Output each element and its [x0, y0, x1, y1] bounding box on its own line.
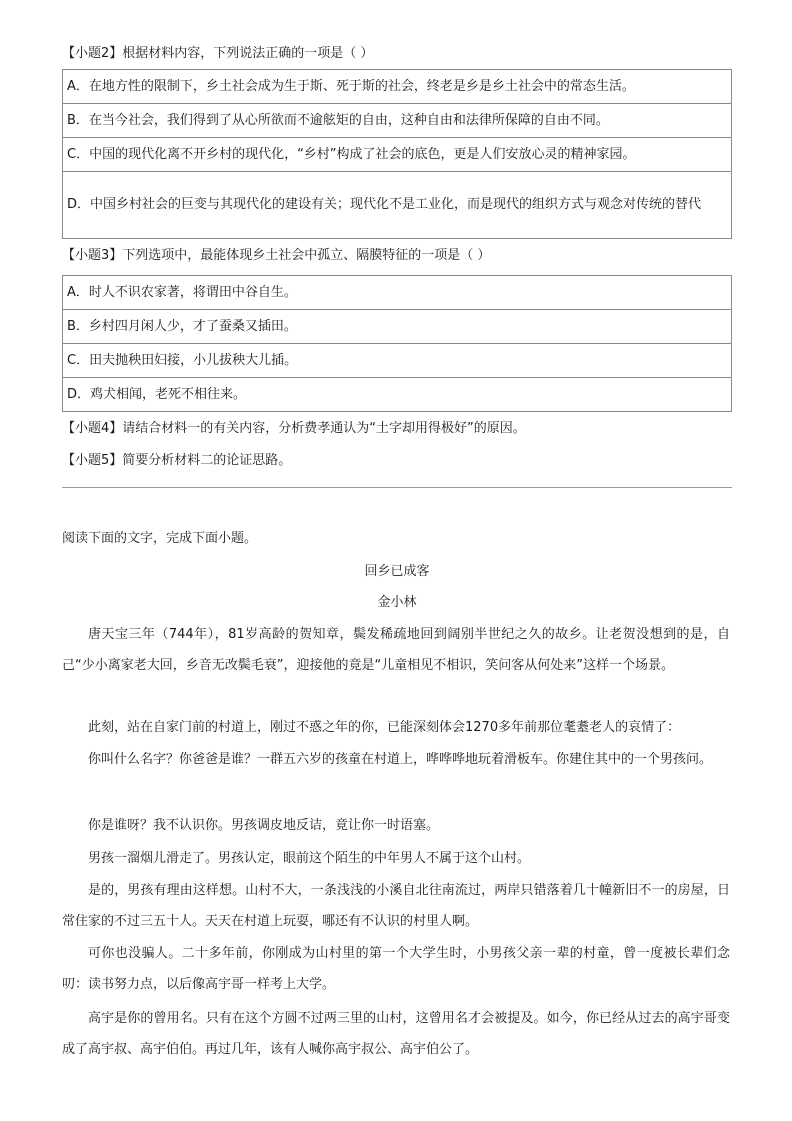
- question-5: 【小题5】简要分析材料二的论证思路。: [62, 453, 292, 468]
- article-paragraph: 高宇是你的曾用名。只有在这个方圆不过两三里的山村，这曾用名才会被提及。如今，你已经从过去的高宇哥变成了高宇叔、高宇伯伯。再过几年，该有人喊你高宇叔公、高宇伯公了。: [62, 1011, 730, 1057]
- q3-option-d: D．鸡犬相闻，老死不相往来。: [63, 378, 732, 412]
- reading-instruction: 阅读下面的文字，完成下面小题。: [62, 531, 258, 546]
- section-divider: [62, 487, 732, 488]
- article-author: 金小林: [377, 595, 417, 610]
- question-2-options: [62, 69, 732, 239]
- article-paragraph: 你是谁呀？我不认识你。男孩调皮地反诘，竟让你一时语塞。: [88, 818, 440, 833]
- q3-option-b: B．乡村四月闲人少，才了蚕桑又插田。: [63, 310, 732, 344]
- article-paragraph: 你叫什么名字？你爸爸是谁？一群五六岁的孩童在村道上，哗哗哗地玩着滑板车。你建住其中的一个男孩问。: [88, 752, 713, 767]
- q2-option-b: B．在当今社会，我们得到了从心所欲而不逾舷矩的自由，这种自由和法律所保障的自由不同。: [63, 104, 732, 138]
- q2-option-a: A．在地方性的限制下，乡土社会成为生于斯、死于斯的社会，终老是乡是乡土社会中的常态生活。: [63, 70, 732, 104]
- q2-option-c: C．中国的现代化离不开乡村的现代化，“乡村”构成了社会的底色，更是人们安放心灵的精神家园。: [63, 138, 732, 172]
- question-3-options: [62, 275, 732, 412]
- article-title: 回乡已成客: [364, 564, 430, 579]
- question-2-heading: 【小题2】根据材料内容，下列说法正确的一项是（ ）: [62, 46, 374, 61]
- article-paragraph: 男孩一溜烟儿滑走了。男孩认定，眼前这个陌生的中年男人不属于这个山村。: [88, 851, 531, 866]
- question-4: 【小题4】请结合材料一的有关内容，分析费孝通认为“土字却用得极好”的原因。: [62, 421, 526, 436]
- q2-option-d: D．中国乡村社会的巨变与其现代化的建设有关；现代化不是工业化，而是现代的组织方式与观念对传统的替代: [63, 172, 732, 239]
- q3-option-c: C．田夫抛秧田妇接，小儿拔秧大儿插。: [63, 344, 732, 378]
- question-3-heading: 【小题3】下列选项中，最能体现乡土社会中孤立、隔膜特征的一项是（ ）: [62, 248, 491, 263]
- q3-option-a: A．时人不识农家著，将谓田中谷自生。: [63, 276, 732, 310]
- article-paragraph: 是的，男孩有理由这样想。山村不大，一条浅浅的小溪自北往南流过，两岸只错落着几十幢新旧不一的房屋，日常住家的不过三五十人。天天在村道上玩耍，哪还有不认识的村里人啊。: [62, 883, 730, 929]
- article-paragraph: 唐天宝三年（744年），81岁高龄的贺知章，鬓发稀疏地回到阔别半世纪之久的故乡。让老贺没想到的是，自己“少小离家老大回，乡音无改鬓毛衰”，迎接他的竟是“儿童相见不相识，笑问客从何处来”这样一个场景。: [62, 627, 730, 673]
- article-paragraph: 此刻，站在自家门前的村道上，刚过不惑之年的你，已能深刻体会1270多年前那位耄耋老人的哀情了：: [88, 720, 681, 735]
- article-paragraph: 可你也没骗人。二十多年前，你刚成为山村里的第一个大学生时，小男孩父亲一辈的村童，曾一度被长辈们念叨：读书努力点，以后像高宇哥一样考上大学。: [62, 946, 730, 992]
